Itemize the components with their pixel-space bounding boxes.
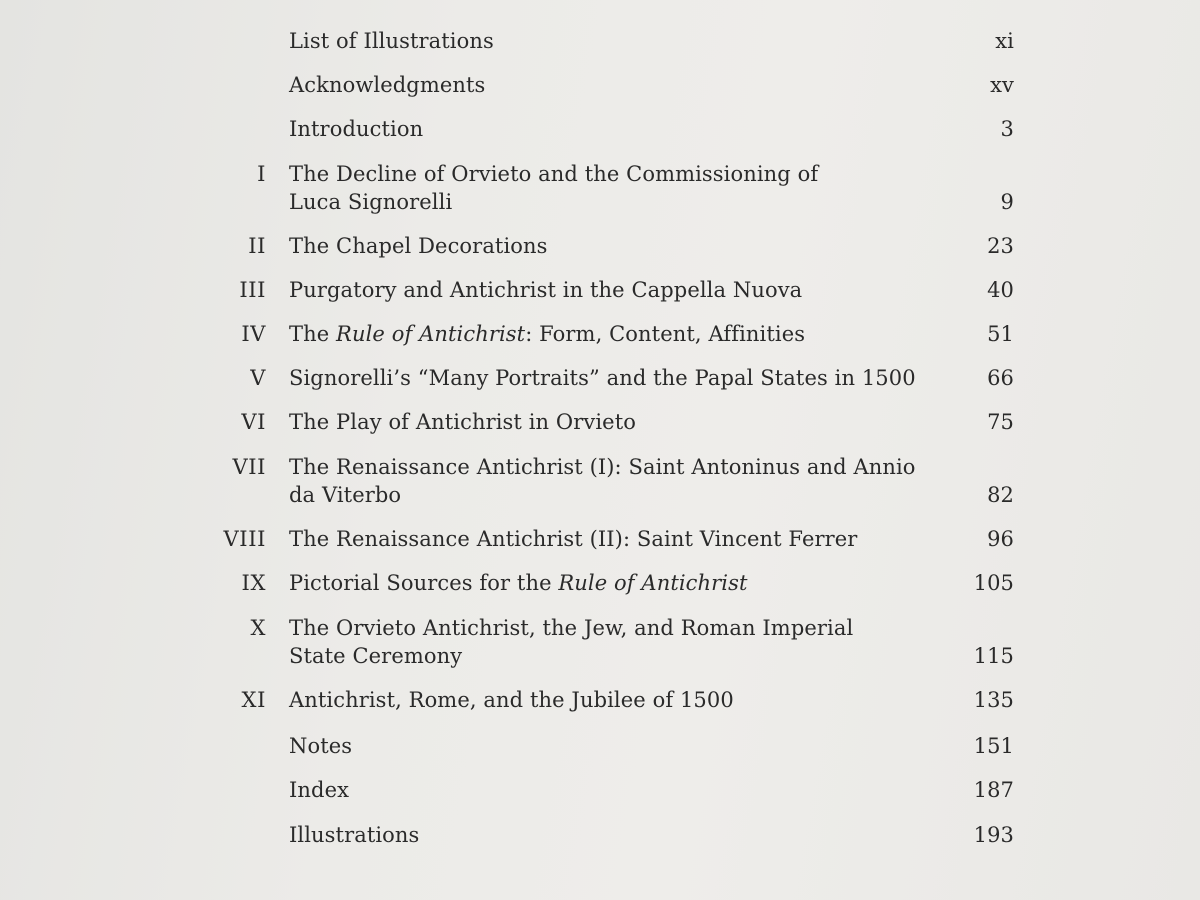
toc-entry-chapter-2: [0, 232, 1200, 260]
toc-entry-chapter-4: [0, 320, 1200, 348]
title-italic-work: Rule of Antichrist: [558, 571, 748, 595]
toc-entry-chapter-3: [0, 276, 1200, 304]
chapter-title: The Chapel Decorations: [289, 234, 548, 258]
page-number: 3: [1000, 117, 1014, 141]
chapter-number: X: [250, 616, 266, 640]
chapter-title: The Renaissance Antichrist (I): Saint Antoninus and Annio da Viterbo: [289, 455, 916, 507]
chapter-number: IX: [241, 571, 266, 595]
toc-entry-list-of-illustrations: [0, 27, 1200, 55]
chapter-title: Index: [289, 778, 350, 802]
toc-entry-chapter-5: [0, 364, 1200, 392]
chapter-title: [289, 569, 929, 597]
chapter-title: Introduction: [289, 117, 424, 141]
chapter-number: VIII: [223, 527, 266, 551]
chapter-title: Signorelli’s “Many Portraits” and the Papal States in 1500: [289, 366, 916, 390]
page-number: 151: [973, 734, 1014, 758]
title-prefix: Pictorial Sources for the: [289, 571, 559, 595]
page-number: xv: [990, 73, 1014, 97]
toc-entry-introduction: [0, 115, 1200, 143]
chapter-number: VII: [232, 455, 266, 479]
page-number: 82: [987, 483, 1014, 507]
toc-entry-notes: [0, 732, 1200, 760]
chapter-title: Antichrist, Rome, and the Jubilee of 1500: [289, 688, 734, 712]
chapter-title: Illustrations: [289, 823, 420, 847]
chapter-number: VI: [241, 410, 266, 434]
chapter-number: IV: [241, 322, 266, 346]
toc-entry-chapter-1: [0, 160, 1200, 216]
chapter-title: The Decline of Orvieto and the Commissioning of Luca Signorelli: [289, 162, 819, 214]
page-number: 51: [987, 322, 1014, 346]
chapter-title: The Play of Antichrist in Orvieto: [289, 410, 636, 434]
chapter-number: I: [257, 162, 266, 186]
page-number: 23: [987, 234, 1014, 258]
page-number: 115: [973, 644, 1014, 668]
page-number: xi: [995, 29, 1014, 53]
chapter-title: Notes: [289, 734, 353, 758]
chapter-number: V: [250, 366, 266, 390]
page-number: 135: [973, 688, 1014, 712]
toc-entry-chapter-10: [0, 614, 1200, 670]
page-number: 9: [1000, 190, 1014, 214]
toc-entry-chapter-7: [0, 453, 1200, 509]
chapter-title: List of Illustrations: [289, 29, 494, 53]
page-number: 66: [987, 366, 1014, 390]
toc-entry-chapter-6: [0, 408, 1200, 436]
page-number: 96: [987, 527, 1014, 551]
chapter-title: Purgatory and Antichrist in the Cappella Nuova: [289, 278, 803, 302]
toc-entry-chapter-9: [0, 569, 1200, 597]
page-number: 193: [973, 823, 1014, 847]
chapter-title: [289, 320, 929, 348]
toc-entry-illustrations: [0, 821, 1200, 849]
toc-entry-chapter-11: [0, 686, 1200, 714]
chapter-number: XI: [241, 688, 266, 712]
title-suffix: : Form, Content, Affinities: [525, 322, 806, 346]
page-number: 75: [987, 410, 1014, 434]
chapter-title: The Orvieto Antichrist, the Jew, and Roman Imperial State Ceremony: [289, 616, 854, 668]
page-number: 40: [987, 278, 1014, 302]
chapter-number: III: [239, 278, 266, 302]
chapter-number: II: [248, 234, 266, 258]
toc-entry-acknowledgments: [0, 71, 1200, 99]
title-prefix: The: [289, 322, 337, 346]
chapter-title: The Renaissance Antichrist (II): Saint Vincent Ferrer: [289, 527, 858, 551]
toc-entry-index: [0, 776, 1200, 804]
toc-entry-chapter-8: [0, 525, 1200, 553]
page-number: 187: [973, 778, 1014, 802]
page-number: 105: [973, 571, 1014, 595]
title-italic-work: Rule of Antichrist: [336, 322, 526, 346]
chapter-title: Acknowledgments: [289, 73, 486, 97]
